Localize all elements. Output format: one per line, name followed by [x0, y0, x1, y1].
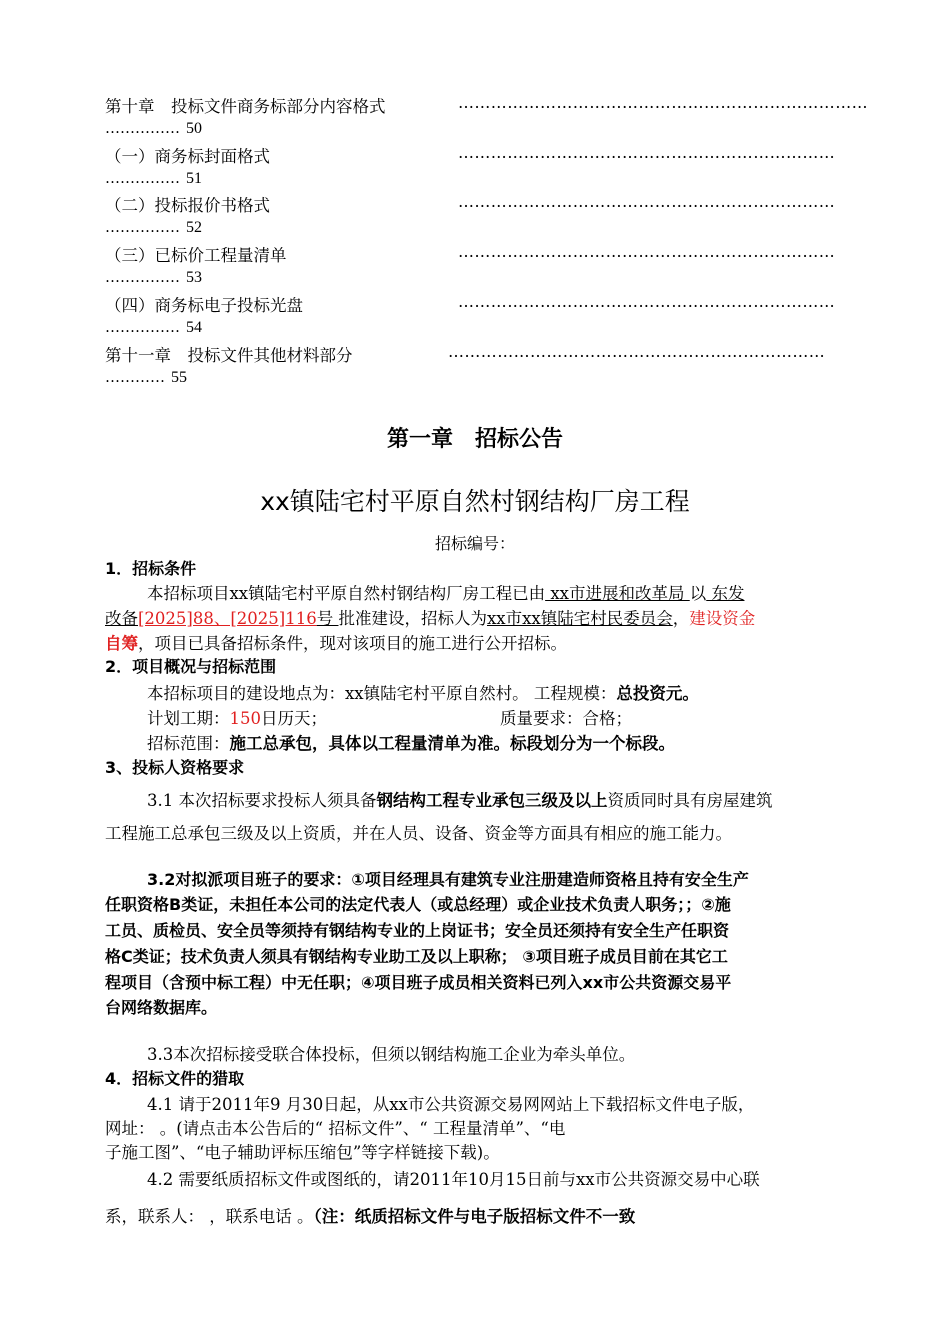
- toc-entry-tail: …………… 50: [105, 119, 202, 137]
- paragraph-line: 招标范围：施工总承包，具体以工程量清单为准。标段划分为一个标段。: [147, 734, 675, 753]
- paragraph-line: 子施工图”、“电子辅助评标压缩包”等字样链接下载)。: [105, 1143, 500, 1162]
- toc-entry-tail: ………… 55: [105, 368, 187, 386]
- paragraph-line: 工程施工总承包三级及以上资质，并在人员、设备、资金等方面具有相应的施工能力。: [105, 824, 732, 843]
- toc-page-number: 55: [171, 369, 187, 386]
- toc-entry-title: （三）已标价工程量清单: [105, 246, 287, 265]
- toc-entry-tail: …………… 51: [105, 169, 202, 187]
- chapter-title: 第一章 招标公告: [386, 427, 563, 452]
- toc-entry-title: （一）商务标封面格式: [105, 147, 270, 166]
- paragraph-line: 本招标项目的建设地点为：xx镇陆宅村平原自然村。 工程规模：总投资元。: [147, 684, 699, 703]
- section-heading: 1．招标条件: [105, 559, 197, 578]
- paragraph-line: 3.1 本次招标要求投标人须具备钢结构工程专业承包三级及以上资质同时具有房屋建筑: [147, 791, 773, 810]
- paragraph-line: 4.1 请于2011年9 月30日起，从xx市公共资源交易网网站上下载招标文件电子版，: [147, 1095, 755, 1114]
- toc-page-number: 50: [186, 120, 202, 137]
- paragraph-line: 3.3本次招标接受联合体投标，但须以钢结构施工企业为牵头单位。: [147, 1045, 636, 1064]
- toc-leader-dots: ……………………………………………………………: [458, 192, 836, 211]
- paragraph-line: 格C类证；技术负责人须具有钢结构专业助工及以上职称； ③项目班子成员目前在其它工: [105, 947, 728, 966]
- paragraph-line: 3.2对拟派项目班子的要求：①项目经理具有建筑专业注册建造师资格且持有安全生产: [147, 870, 749, 889]
- paragraph-line: 网址： 。(请点击本公告后的“ 招标文件”、“ 工程量清单”、“电: [105, 1119, 566, 1138]
- toc-entry-title: （二）投标报价书格式: [105, 196, 270, 215]
- section-heading: 4．招标文件的猎取: [105, 1069, 245, 1088]
- paragraph-line: 计划工期：150日历天；: [147, 709, 327, 728]
- section-heading: 2．项目概况与招标范围: [105, 657, 277, 676]
- paragraph-line: 工员、质检员、安全员等须持有钢结构专业的上岗证书；安全员还须持有安全生产任职资: [105, 921, 730, 940]
- toc-leader-dots: …………………………………………………………………: [458, 93, 868, 112]
- paragraph-line: 改备[2025]88、[2025]116号 批准建设，招标人为xx市xx镇陆宅村民委员会，建设资金: [105, 609, 756, 628]
- paragraph-line: 自筹，项目已具备招标条件，现对该项目的施工进行公开招标。: [105, 634, 567, 653]
- paragraph-line: 程项目（含预中标工程）中无任职；④项目班子成员相关资料已列入xx市公共资源交易平: [105, 973, 732, 992]
- paragraph-line: 任职资格B类证，未担任本公司的法定代表人（或总经理）或企业技术负责人职务；；②施: [105, 895, 731, 914]
- paragraph-line: 系，联系人： ，联系电话 。（注：纸质招标文件与电子版招标文件不一致: [105, 1207, 636, 1226]
- toc-entry-title: 第十章 投标文件商务标部分内容格式: [105, 97, 386, 116]
- toc-page-number: 51: [186, 170, 202, 187]
- toc-leader-dots: ……………………………………………………………: [458, 143, 836, 162]
- toc-leader-dots: ……………………………………………………………: [448, 342, 826, 361]
- project-title: xx镇陆宅村平原自然村钢结构厂房工程: [260, 487, 690, 516]
- toc-entry-title: 第十一章 投标文件其他材料部分: [105, 346, 353, 365]
- paragraph-line: 4.2 需要纸质招标文件或图纸的，请2011年10月15日前与xx市公共资源交易中心联: [147, 1170, 760, 1189]
- toc-entry-tail: …………… 54: [105, 318, 202, 336]
- toc-leader-dots: ……………………………………………………………: [458, 292, 836, 311]
- toc-entry-title: （四）商务标电子投标光盘: [105, 296, 303, 315]
- toc-entry-tail: …………… 53: [105, 268, 202, 286]
- toc-leader-dots: ……………………………………………………………: [458, 242, 836, 261]
- toc-page-number: 54: [186, 319, 202, 336]
- paragraph-line: 台网络数据库。: [105, 998, 218, 1017]
- paragraph-line: 本招标项目xx镇陆宅村平原自然村钢结构厂房工程已由 xx市进展和改革局 以 东发: [147, 584, 745, 603]
- toc-page-number: 52: [186, 219, 202, 236]
- paragraph-line: 质量要求：合格；: [500, 709, 632, 728]
- section-heading: 3、投标人资格要求: [105, 758, 245, 777]
- toc-entry-tail: …………… 52: [105, 218, 202, 236]
- bid-number-label: 招标编号：: [434, 534, 515, 553]
- toc-page-number: 53: [186, 269, 202, 286]
